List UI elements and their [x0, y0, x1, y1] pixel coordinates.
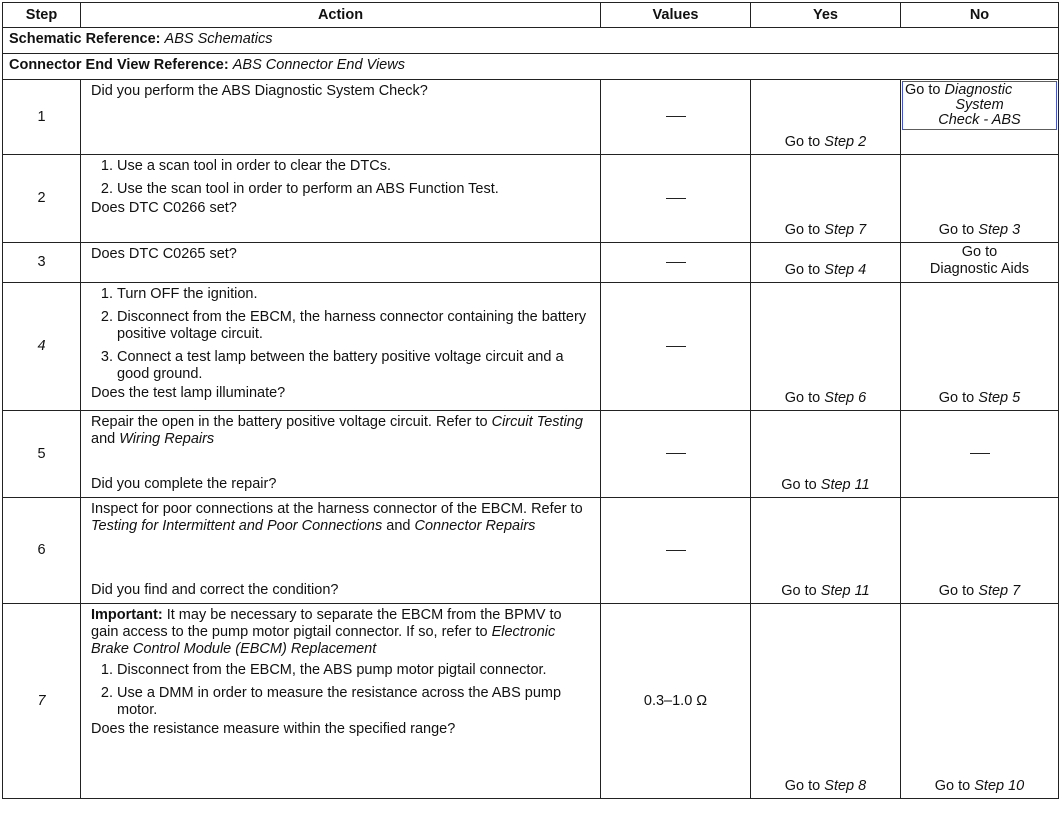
action-list [91, 158, 592, 198]
dash-mark [666, 550, 686, 551]
schematic-reference-link[interactable]: ABS Schematics [164, 31, 273, 47]
values-cell [601, 411, 751, 498]
header-yes: Yes [751, 3, 901, 28]
action-item: 2. Use a DMM in order to measure the resistance across the ABS pump motor. [117, 685, 592, 719]
action-list [91, 662, 592, 719]
yes-cell: Go to Step 6 [751, 283, 901, 411]
dash-mark [970, 453, 990, 454]
schematic-reference-row [3, 28, 1059, 54]
action-cell [81, 283, 601, 411]
header-step: Step [3, 3, 81, 28]
action-item: 2. Disconnect from the EBCM, the harness connector containing the battery positive voltage circuit. [117, 309, 592, 343]
header-no: No [901, 3, 1059, 28]
action-cell [81, 80, 601, 155]
action-item: 1. Disconnect from the EBCM, the ABS pump motor pigtail connector. [117, 662, 592, 679]
connector-reference-label: Connector End View Reference: [9, 57, 229, 73]
question-text: Did you find and correct the condition? [91, 582, 339, 598]
go-to-step-link[interactable]: Step 2 [824, 134, 867, 150]
action-cell [81, 243, 601, 283]
table-row-step-5 [3, 411, 1059, 498]
no-cell [901, 411, 1059, 498]
yes-cell: Go to Step 11 [751, 498, 901, 604]
no-cell [901, 80, 1059, 155]
action-item: 3. Connect a test lamp between the battery positive voltage circuit and a good ground. [117, 349, 592, 383]
no-cell: Go to Step 7 [901, 498, 1059, 604]
table-row-step-1 [3, 80, 1059, 155]
ebcm-replacement-link[interactable]: Electronic Brake Control Module (EBCM) Replacement [91, 624, 556, 657]
yes-cell: Go to Step 7 [751, 155, 901, 243]
dash-mark [666, 453, 686, 454]
action-item: 2. Use the scan tool in order to perform an ABS Function Test. [117, 181, 592, 198]
yes-cell: Go to Step 4 [751, 243, 901, 283]
values-cell [601, 498, 751, 604]
action-cell: Important: It may be necessary to separate the EBCM from the BPMV to gain access to the pump motor pigtail connector. If so, refer to Electronic Brake Control Module (EBCM) Replacement 1. Disconnect from the EBCM, the ABS pump motor pigtail connector. 2. Use a DMM in order to measure the resistance across the ABS pump motor. Does the resistance measure within the specified range? [81, 604, 601, 799]
dash-mark [666, 198, 686, 199]
header-action: Action [81, 3, 601, 28]
question-text: Does DTC C0266 set? [91, 200, 237, 216]
go-to-step-link[interactable]: Step 7 [978, 583, 1021, 599]
question-text: Does the resistance measure within the specified range? [91, 721, 456, 737]
no-cell: Go to Diagnostic Aids [901, 243, 1059, 283]
wiring-repairs-link[interactable]: Wiring Repairs [119, 431, 215, 447]
action-item: 1. Turn OFF the ignition. [117, 286, 592, 303]
no-cell: Go to Step 10 [901, 604, 1059, 799]
question-text: Did you perform the ABS Diagnostic System Check? [91, 83, 428, 99]
no-cell: Go to Step 3 [901, 155, 1059, 243]
action-list [91, 286, 592, 383]
go-to-step-link[interactable]: Step 6 [824, 390, 867, 406]
connector-reference-row [3, 54, 1059, 80]
table-row-step-4 [3, 283, 1059, 411]
step-number: 7 [3, 604, 81, 799]
dash-mark [666, 116, 686, 117]
step-number: 1 [3, 80, 81, 155]
header-values: Values [601, 3, 751, 28]
go-to-step-link[interactable]: Step 5 [978, 390, 1021, 406]
question-text: Does the test lamp illuminate? [91, 385, 286, 401]
go-to-step-link[interactable]: Step 8 [824, 778, 867, 794]
yes-cell: Go to Step 11 [751, 411, 901, 498]
question-text: Does DTC C0265 set? [91, 246, 237, 262]
dash-mark [666, 262, 686, 263]
table-row-step-3 [3, 243, 1059, 283]
connector-reference-link[interactable]: ABS Connector End Views [232, 57, 405, 73]
go-to-step-link[interactable]: Step 10 [974, 778, 1025, 794]
action-item: 1. Use a scan tool in order to clear the DTCs. [117, 158, 592, 175]
step-number: 6 [3, 498, 81, 604]
important-label: Important: [91, 607, 163, 623]
action-cell: Repair the open in the battery positive voltage circuit. Refer to Circuit Testing and Wiring Repairs Did you complete the repair? [81, 411, 601, 498]
step-number: 5 [3, 411, 81, 498]
values-cell [601, 80, 751, 155]
table-row-step-2 [3, 155, 1059, 243]
schematic-reference-label: Schematic Reference: [9, 31, 161, 47]
go-to-step-link[interactable]: Step 3 [978, 222, 1021, 238]
go-to-step-link[interactable]: Step 7 [824, 222, 867, 238]
values-cell [601, 155, 751, 243]
step-number: 4 [3, 283, 81, 411]
action-cell: Inspect for poor connections at the harness connector of the EBCM. Refer to Testing for Intermittent and Poor Connections and Connector Repairs Did you find and correct the condition? [81, 498, 601, 604]
dash-mark [666, 346, 686, 347]
diagnostic-system-check-link[interactable]: Go to Diagnostic System Check - ABS [902, 81, 1057, 130]
diagnostic-table [2, 2, 1059, 799]
header-row [3, 3, 1059, 28]
go-to-step-link[interactable]: Step 4 [824, 262, 867, 278]
values-cell: 0.3–1.0 Ω [601, 604, 751, 799]
no-cell: Go to Step 5 [901, 283, 1059, 411]
connector-repairs-link[interactable]: Connector Repairs [414, 518, 536, 534]
step-number: 2 [3, 155, 81, 243]
go-to-step-link[interactable]: Step 11 [820, 477, 870, 493]
table-row-step-6 [3, 498, 1059, 604]
yes-cell: Go to Step 8 [751, 604, 901, 799]
values-cell [601, 283, 751, 411]
action-cell [81, 155, 601, 243]
testing-intermittent-link[interactable]: Testing for Intermittent and Poor Connections [91, 518, 383, 534]
circuit-testing-link[interactable]: Circuit Testing [491, 414, 583, 430]
step-number: 3 [3, 243, 81, 283]
diagnostic-aids-link[interactable]: Diagnostic Aids [929, 261, 1030, 277]
table-row-step-7 [3, 604, 1059, 799]
question-text: Did you complete the repair? [91, 476, 277, 492]
values-cell [601, 243, 751, 283]
yes-cell: Go to Step 2 [751, 80, 901, 155]
go-to-step-link[interactable]: Step 11 [820, 583, 870, 599]
